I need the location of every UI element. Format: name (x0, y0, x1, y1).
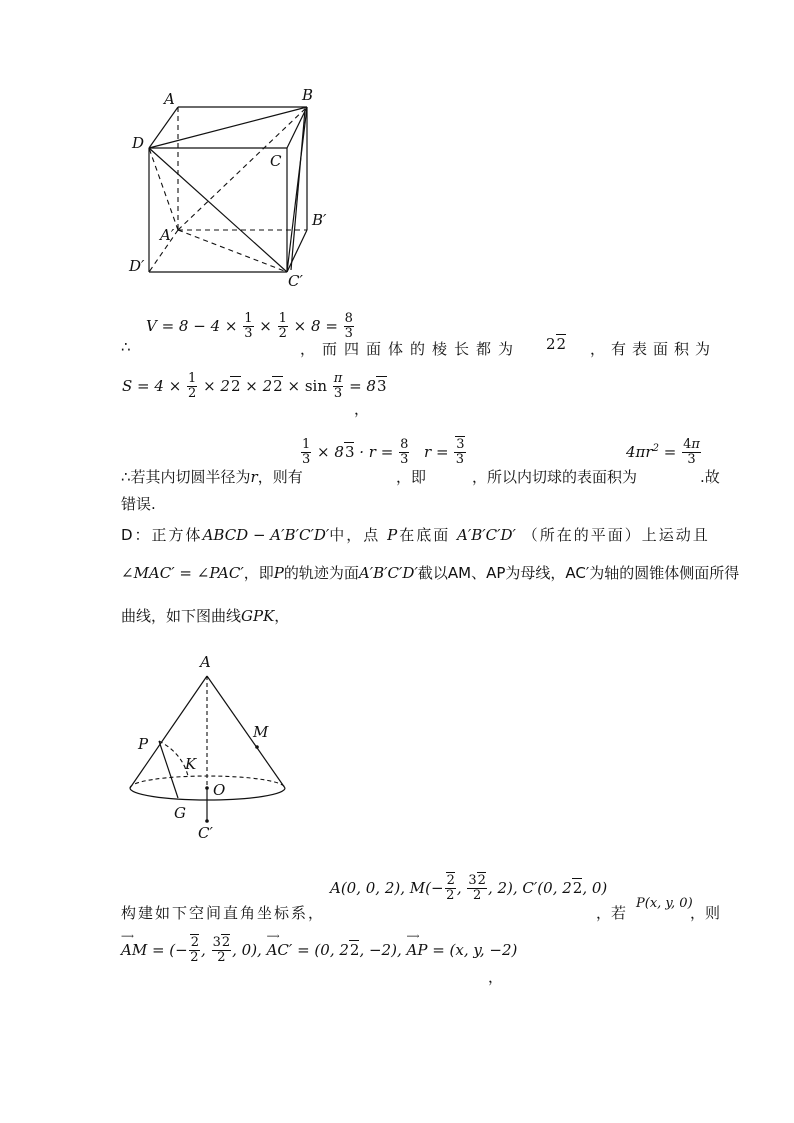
point-coordinates: A(0, 0, 2), M(− $\frac{2}{2}$ , $\frac{32}{2}$ , 2), C′(0, 22, 0) (330, 873, 608, 904)
cone-label-O: O (213, 781, 226, 799)
coordinate-text: 构建如下空间直角坐标系， (121, 904, 326, 922)
wrong-text: 错误. (121, 495, 156, 513)
cone-label-A: A (200, 653, 211, 671)
label-D: D (132, 134, 145, 152)
edge-A1B (178, 107, 307, 230)
label-A1: A′ (160, 226, 175, 244)
trajectory-line: ∠MAC′ = ∠PAC′，即P的轨迹为面A′B′C′D′截以AM、AP为母线，AC′为轴的圆锥体侧面所得 (121, 564, 740, 582)
edge-length-value: 22 (546, 335, 567, 353)
line2-tail: ， (354, 400, 370, 418)
label-B: B (302, 86, 314, 104)
edge-BC1b (291, 110, 305, 270)
edge-BC1 (287, 107, 307, 272)
curve-line: 曲线，如下图曲线GPK， (121, 607, 290, 625)
line9-tail: ， (488, 968, 504, 986)
label-B1: B′ (312, 211, 327, 229)
inradius-value: r = $\frac{3}{3}$ (424, 437, 465, 468)
point-C1 (205, 819, 209, 823)
surface-area-formula: S = 4 × $\frac{1}{2}$ × 22 × 22 × sin $\frac{\pi}{3}$ = 83 (122, 371, 387, 402)
curve-PG (159, 741, 178, 798)
edge-DB (149, 107, 307, 148)
edge-length-text: ，而四面体的棱长都为 (300, 340, 521, 358)
cone-label-G: G (174, 804, 186, 822)
cube-figure (120, 80, 340, 290)
sphere-area-text: ，所以内切球的表面积为 (472, 468, 638, 486)
sphere-area-formula: $4\pi r^2$ = $\frac{4\pi}{3}$ (626, 437, 700, 468)
cone-figure (120, 650, 300, 850)
inradius-equation: $\frac{1}{3}$ × 83 · r = $\frac{8}{3}$ (302, 437, 409, 468)
vector-formulas: ⟶ AM = (− $\frac{2}{2}$ , $\frac{32}{2}$ , 0), ⟶ AC′ = (0, 22, −2), ⟶ AP = (x, y, −2) (121, 931, 518, 966)
cone-label-C1: C′ (198, 824, 213, 842)
point-O (205, 786, 209, 790)
surface-area-text: ，有表面积为 (590, 340, 717, 358)
label-C: C (270, 152, 282, 170)
ze-text: ，则 (690, 904, 721, 922)
curve-PK (159, 741, 188, 776)
cone-label-K: K (185, 755, 197, 773)
point-M (255, 745, 259, 749)
generatrix-right (207, 676, 285, 788)
therefore-symbol: ∴ (121, 338, 131, 356)
edge-DC1 (149, 148, 287, 272)
option-d-line: D：正方体ABCD − A′B′C′D′中，点 P在底面 A′B′C′D′ （所在的平面）上运动且 (121, 526, 710, 544)
inradius-lead: ∴若其内切圆半径为r，则有 (121, 468, 303, 486)
inradius-ji: ，即 (396, 468, 427, 486)
label-C1: C′ (288, 272, 303, 290)
volume-formula: V = 8 − 4 × $\frac{1}{3}$ × $\frac{1}{2}$ × 8 = $\frac{8}{3}$ (146, 311, 353, 342)
cone-label-P: P (138, 735, 149, 753)
ruo-text: ，若 (596, 904, 627, 922)
point-P: P(x, y, 0) (636, 896, 693, 911)
label-D1: D′ (129, 257, 145, 275)
cone-label-M: M (253, 723, 269, 741)
label-A: A (164, 90, 175, 108)
line3-end: .故 (700, 468, 720, 486)
edge-A1C1 (178, 230, 287, 272)
